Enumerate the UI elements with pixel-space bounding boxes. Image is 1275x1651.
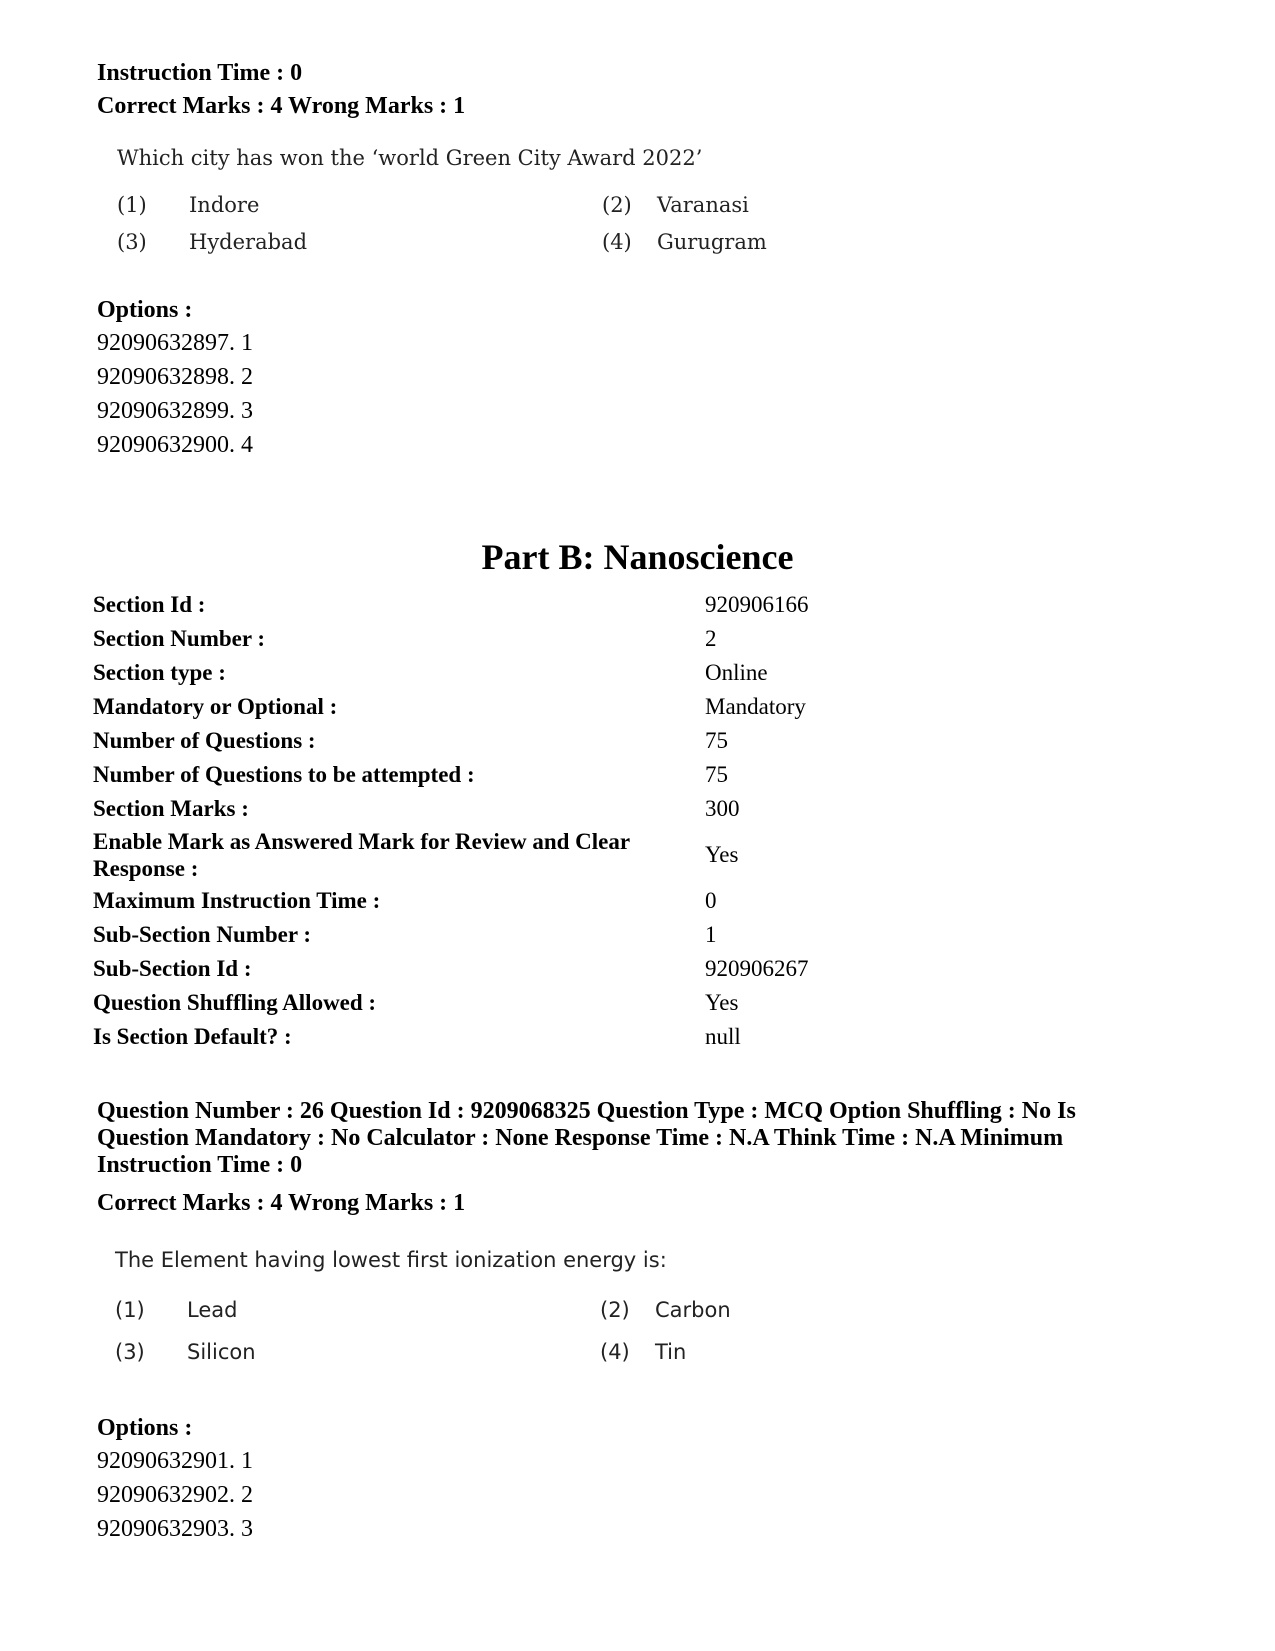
q25-choice xyxy=(602,193,749,217)
choice-text: Hyderabad xyxy=(189,230,308,254)
row-value: 300 xyxy=(705,796,740,821)
row-value: 920906166 xyxy=(705,592,809,617)
option-item: 92090632902. 2 xyxy=(97,1482,253,1508)
q25-marks: Correct Marks : 4 Wrong Marks : 1 xyxy=(97,93,466,119)
option-item: 92090632899. 3 xyxy=(97,398,253,424)
q26-choice xyxy=(115,1340,256,1364)
choice-text: Lead xyxy=(187,1298,238,1322)
table-row xyxy=(93,622,1005,656)
row-value: 920906267 xyxy=(705,956,809,981)
row-value: 75 xyxy=(705,762,728,787)
q26-header-line: Instruction Time : 0 xyxy=(97,1152,303,1178)
option-item: 92090632903. 3 xyxy=(97,1516,253,1542)
section-info-table xyxy=(93,588,1005,1054)
choice-text: Tin xyxy=(655,1340,687,1364)
option-item: 92090632897. 1 xyxy=(97,330,253,356)
table-row xyxy=(93,826,1005,884)
row-value: 1 xyxy=(705,922,717,947)
choice-number: (1) xyxy=(117,193,147,217)
row-value: Yes xyxy=(705,990,739,1015)
row-key: Section Marks : xyxy=(93,796,249,821)
row-key: Number of Questions to be attempted : xyxy=(93,762,475,787)
q26-header-line: Question Number : 26 Question Id : 9209068325 Question Type : MCQ Option Shuffling : No Is xyxy=(97,1098,1076,1124)
table-row xyxy=(93,724,1005,758)
choice-number: (2) xyxy=(600,1298,630,1322)
row-value: Online xyxy=(705,660,768,685)
choice-text: Gurugram xyxy=(657,230,767,254)
choice-text: Varanasi xyxy=(657,193,749,217)
table-row xyxy=(93,918,1005,952)
table-row xyxy=(93,884,1005,918)
q25-instruction-time: Instruction Time : 0 xyxy=(97,60,303,86)
q26-question-text: The Element having lowest first ionization energy is: xyxy=(115,1248,667,1272)
row-key: Section Id : xyxy=(93,592,206,617)
row-key: Enable Mark as Answered Mark for Review and Clear Response : xyxy=(93,829,630,881)
choice-number: (4) xyxy=(602,230,632,254)
option-item: 92090632901. 1 xyxy=(97,1448,253,1474)
q25-choice xyxy=(602,230,767,254)
q25-options-label: Options : xyxy=(97,297,193,323)
choice-number: (3) xyxy=(115,1340,145,1364)
choice-text: Silicon xyxy=(187,1340,256,1364)
row-value: 0 xyxy=(705,888,717,913)
row-key: Mandatory or Optional : xyxy=(93,694,338,719)
row-value: Mandatory xyxy=(705,694,806,719)
q26-choice xyxy=(600,1298,731,1322)
row-value: 75 xyxy=(705,728,728,753)
row-key: Section type : xyxy=(93,660,226,685)
q26-options-label: Options : xyxy=(97,1415,193,1441)
q26-choice xyxy=(115,1298,237,1322)
q26-header-line: Question Mandatory : No Calculator : None Response Time : N.A Think Time : N.A Minimum xyxy=(97,1125,1064,1151)
table-row xyxy=(93,588,1005,622)
row-value: null xyxy=(705,1024,741,1049)
row-key: Maximum Instruction Time : xyxy=(93,888,381,913)
table-row xyxy=(93,792,1005,826)
row-key: Section Number : xyxy=(93,626,266,651)
table-row xyxy=(93,986,1005,1020)
table-row xyxy=(93,952,1005,986)
choice-number: (4) xyxy=(600,1340,630,1364)
table-row xyxy=(93,758,1005,792)
q26-options-list xyxy=(97,1444,253,1546)
row-value: 2 xyxy=(705,626,717,651)
q26-marks: Correct Marks : 4 Wrong Marks : 1 xyxy=(97,1190,466,1216)
table-row xyxy=(93,1020,1005,1054)
q25-choice xyxy=(117,193,259,217)
q26-header xyxy=(97,1098,1076,1179)
row-key: Question Shuffling Allowed : xyxy=(93,990,377,1015)
table-row xyxy=(93,656,1005,690)
q25-question-text: Which city has won the ‘world Green City Award 2022’ xyxy=(117,146,703,170)
row-key: Is Section Default? : xyxy=(93,1024,292,1049)
row-key: Number of Questions : xyxy=(93,728,316,753)
q25-options-list xyxy=(97,326,253,462)
table-row xyxy=(93,690,1005,724)
choice-number: (1) xyxy=(115,1298,145,1322)
choice-text: Carbon xyxy=(655,1298,731,1322)
q26-choice xyxy=(600,1340,686,1364)
section-title: Part B: Nanoscience xyxy=(481,537,794,577)
choice-number: (3) xyxy=(117,230,147,254)
choice-number: (2) xyxy=(602,193,632,217)
row-value: Yes xyxy=(705,842,739,867)
choice-text: Indore xyxy=(189,193,260,217)
row-key: Sub-Section Number : xyxy=(93,922,312,947)
option-item: 92090632900. 4 xyxy=(97,432,253,458)
q25-choice xyxy=(117,230,307,254)
option-item: 92090632898. 2 xyxy=(97,364,253,390)
row-key: Sub-Section Id : xyxy=(93,956,252,981)
